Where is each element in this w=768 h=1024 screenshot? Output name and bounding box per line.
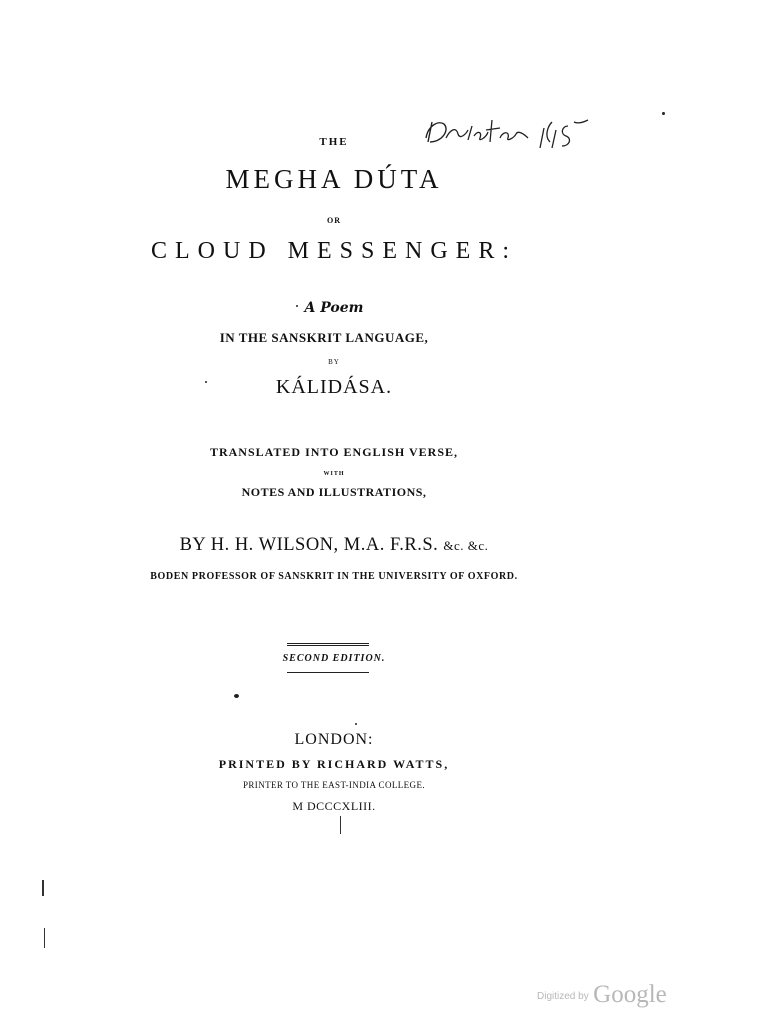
book-title: MEGHA DÚTA	[225, 164, 443, 194]
translation-line: TRANSLATED INTO ENGLISH VERSE,	[209, 445, 459, 459]
professorship-line: BODEN PROFESSOR OF SANSKRIT IN THE UNIVERSITY OF OXFORD.	[150, 571, 518, 582]
margin-mark	[44, 928, 45, 948]
language-line: IN THE SANSKRIT LANGUAGE,	[219, 330, 429, 345]
handwritten-signature	[416, 108, 626, 158]
digitized-footer	[537, 981, 667, 1009]
author-name: KÁLIDÁSA.	[275, 376, 393, 398]
ink-speck	[205, 381, 207, 383]
translator-line	[0, 535, 668, 556]
digitized-label: Digitized by	[537, 991, 589, 1002]
google-logo: Google	[593, 981, 667, 1008]
by-label: BY	[328, 358, 340, 366]
translator-name: BY H. H. WILSON, M.A. F.R.S.	[179, 535, 439, 555]
imprint-printer: PRINTED BY RICHARD WATTS,	[218, 757, 450, 771]
the-label: THE	[319, 136, 349, 148]
ink-speck	[234, 694, 239, 698]
translator-etc: &c. &c.	[443, 538, 489, 553]
book-subtitle: CLOUD MESSENGER:	[150, 238, 518, 264]
imprint-printer-role: PRINTER TO THE EAST-INDIA COLLEGE.	[242, 780, 426, 790]
pencil-mark	[340, 816, 341, 834]
ink-speck	[662, 112, 665, 115]
imprint-year: M DCCCXLIII.	[292, 799, 376, 813]
ink-speck	[296, 305, 298, 307]
with-label: WITH	[323, 471, 345, 477]
notes-line: NOTES AND ILLUSTRATIONS,	[241, 485, 427, 499]
edition-rule-top	[287, 643, 369, 644]
imprint-city: LONDON:	[294, 731, 374, 748]
ink-speck	[355, 723, 357, 725]
edition-rule-top-2	[287, 645, 369, 646]
or-label: OR	[327, 216, 341, 225]
poem-label: A Poem	[304, 300, 364, 316]
edition-rule-bottom	[287, 672, 369, 673]
margin-mark	[42, 880, 44, 896]
edition-label: SECOND EDITION.	[282, 653, 386, 664]
